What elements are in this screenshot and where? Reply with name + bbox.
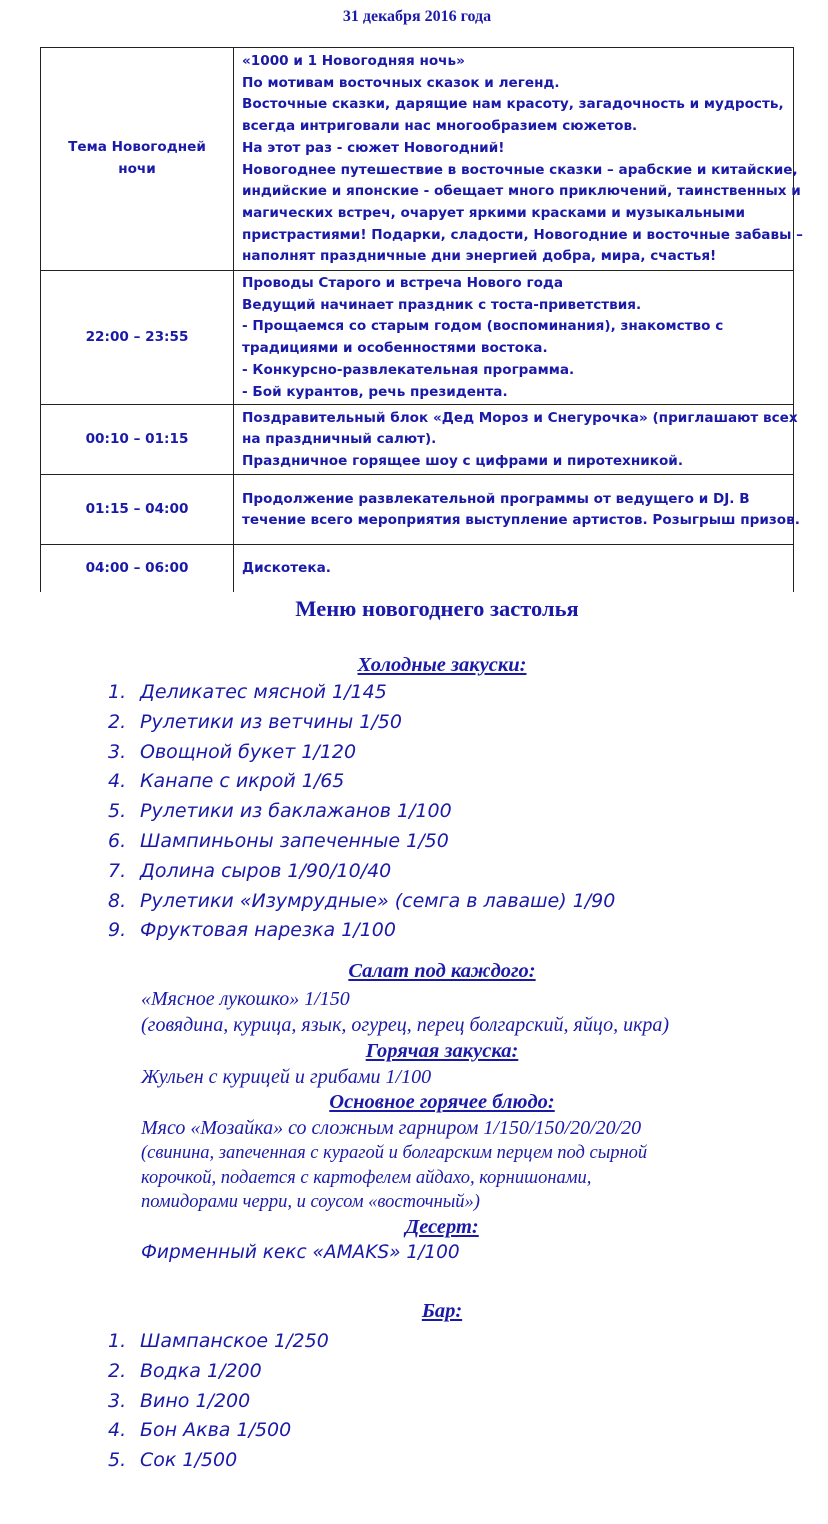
list-item: [108, 767, 615, 797]
program-line: Продолжение развлекательной программы от ведущего и DJ. В: [242, 490, 750, 507]
program-time: Тема Новогодней ночи: [68, 139, 206, 177]
program-time: 22:00 – 23:55: [85, 328, 189, 345]
program-row: [41, 545, 794, 593]
list-number: 8.: [108, 889, 127, 912]
list-number: 4.: [108, 1419, 127, 1442]
list-item-text: Шампиньоны запеченные 1/50: [140, 829, 449, 852]
list-item-text: Овощной букет 1/120: [140, 740, 357, 763]
program-description-cell: [234, 271, 794, 405]
list-number: 5.: [108, 800, 127, 823]
program-line: Ведущий начинает праздник с тоста-приветствия.: [242, 296, 642, 313]
dessert-name: Фирменный кекс «AMAKS» 1/100: [141, 1242, 460, 1263]
list-number: 1.: [108, 681, 127, 703]
list-number: 9.: [108, 919, 127, 942]
program-time: 00:10 – 01:15: [85, 430, 189, 447]
hot-snack-heading: Горячая закуска:: [365, 1040, 519, 1062]
bar-heading: Бар:: [421, 1300, 463, 1322]
program-description-cell: [234, 48, 803, 271]
program-row: [41, 48, 794, 271]
list-item-text: Деликатес мясной 1/145: [140, 681, 387, 703]
list-number: 4.: [108, 770, 127, 793]
program-line: Новогоднее путешествие в восточные сказки – арабские и китайские,: [242, 161, 798, 178]
list-number: 1.: [108, 1330, 127, 1352]
list-item: [108, 827, 615, 857]
list-item-text: Водка 1/200: [140, 1359, 262, 1382]
program-time-cell: [41, 405, 234, 475]
list-item: [108, 1327, 329, 1357]
list-item-text: Канапе с икрой 1/65: [140, 770, 345, 793]
list-item-text: Вино 1/200: [140, 1389, 251, 1412]
list-item: [108, 1416, 329, 1446]
program-line: Восточные сказки, дарящие нам красоту, загадочность и мудрость,: [242, 96, 784, 113]
program-time-cell: [41, 271, 234, 405]
menu-title: Меню новогоднего застолья: [295, 596, 579, 621]
list-number: 7.: [108, 859, 127, 882]
program-line: течение всего мероприятия выступление артистов. Розыгрыш призов.: [242, 512, 800, 529]
main-course-heading: Основное горячее блюдо:: [329, 1091, 555, 1113]
list-item: [108, 1446, 329, 1476]
list-item: [108, 708, 615, 738]
cold-appetizers-list: [108, 678, 615, 946]
list-number: 3.: [108, 740, 127, 763]
program-line: - Прощаемся со старым годом (воспоминания), знакомство с: [242, 318, 724, 335]
program-row: [41, 271, 794, 405]
list-item-text: Шампанское 1/250: [140, 1330, 329, 1352]
list-item-text: Фруктовая нарезка 1/100: [140, 919, 396, 942]
cold-appetizers-heading: Холодные закуски:: [357, 654, 527, 676]
salad-heading: Салат под каждого:: [348, 960, 536, 982]
list-item: [108, 678, 615, 708]
list-item-text: Рулетики из ветчины 1/50: [140, 710, 402, 733]
program-line: Проводы Старого и встреча Нового года: [242, 275, 564, 291]
date-title: 31 декабря 2016 года: [342, 8, 492, 25]
program-line: индийские и японские - обещает много приключений, таинственных и: [242, 183, 801, 200]
list-number: 5.: [108, 1449, 127, 1472]
program-line: пристрастиями! Подарки, сладости, Новогодние и восточные забавы –: [242, 226, 803, 243]
list-number: 2.: [108, 1359, 127, 1382]
list-item-text: Сок 1/500: [140, 1449, 238, 1472]
program-line: магических встреч, очарует яркими красками и музыкальными: [242, 204, 745, 221]
list-number: 3.: [108, 1389, 127, 1412]
main-course-description: помидорами черри, и соусом «восточный»): [141, 1192, 480, 1212]
program-line: - Бой курантов, речь президента.: [242, 383, 508, 400]
program-description-cell: [234, 545, 794, 593]
program-line: Дискотека.: [242, 560, 331, 577]
salad-name: «Мясное лукошко» 1/150: [141, 988, 350, 1010]
main-course-description: (свинина, запеченная с курагой и болгарским перцем под сырной: [141, 1143, 648, 1163]
program-line: наполнят праздничные дни энергией добра, мира, счастья!: [242, 248, 717, 265]
program-line: на праздничный салют).: [242, 431, 437, 448]
list-item: [108, 1357, 329, 1387]
program-line: Праздничное горящее шоу с цифрами и пиротехникой.: [242, 453, 683, 470]
main-course-description: корочкой, подается с картофелем айдахо, корнишонами,: [141, 1168, 592, 1188]
program-description-cell: [234, 405, 798, 475]
dessert-heading: Десерт:: [405, 1216, 479, 1238]
program-table: [40, 47, 803, 592]
bar-list: [108, 1327, 329, 1476]
program-time: 04:00 – 06:00: [85, 559, 189, 576]
list-item-text: Долина сыров 1/90/10/40: [140, 859, 392, 882]
program-row: [41, 475, 794, 545]
list-item: [108, 797, 615, 827]
main-course-name: Мясо «Мозайка» со сложным гарниром 1/150/150/20/20/20: [141, 1117, 642, 1139]
list-number: 6.: [108, 829, 127, 852]
hot-snack-name: Жульен с курицей и грибами 1/100: [141, 1066, 432, 1088]
program-time-cell: [41, 545, 234, 593]
program-time-cell: [41, 48, 234, 271]
list-item: [108, 887, 615, 917]
program-line: традициями и особенностями востока.: [242, 340, 548, 357]
list-item: [108, 857, 615, 887]
program-line: - Конкурсно-развлекательная программа.: [242, 361, 575, 378]
program-line: всегда интриговали нас многообразием сюжетов.: [242, 118, 638, 135]
list-number: 2.: [108, 710, 127, 733]
program-line: «1000 и 1 Новогодняя ночь»: [242, 52, 465, 69]
list-item: [108, 916, 615, 946]
program-line: По мотивам восточных сказок и легенд.: [242, 74, 560, 91]
list-item-text: Рулетики из баклажанов 1/100: [140, 800, 452, 823]
list-item-text: Рулетики «Изумрудные» (семга в лаваше) 1/90: [140, 889, 616, 912]
program-description-cell: [234, 475, 800, 545]
program-time-cell: [41, 475, 234, 545]
program-line: На этот раз - сюжет Новогодний!: [242, 139, 505, 156]
program-time: 01:15 – 04:00: [85, 500, 189, 517]
program-row: [41, 405, 794, 475]
list-item: [108, 738, 615, 768]
list-item: [108, 1387, 329, 1417]
salad-description: (говядина, курица, язык, огурец, перец болгарский, яйцо, икра): [141, 1014, 670, 1036]
program-line: Поздравительный блок «Дед Мороз и Снегурочка» (приглашают всех: [242, 409, 798, 426]
list-item-text: Бон Аква 1/500: [140, 1419, 292, 1442]
